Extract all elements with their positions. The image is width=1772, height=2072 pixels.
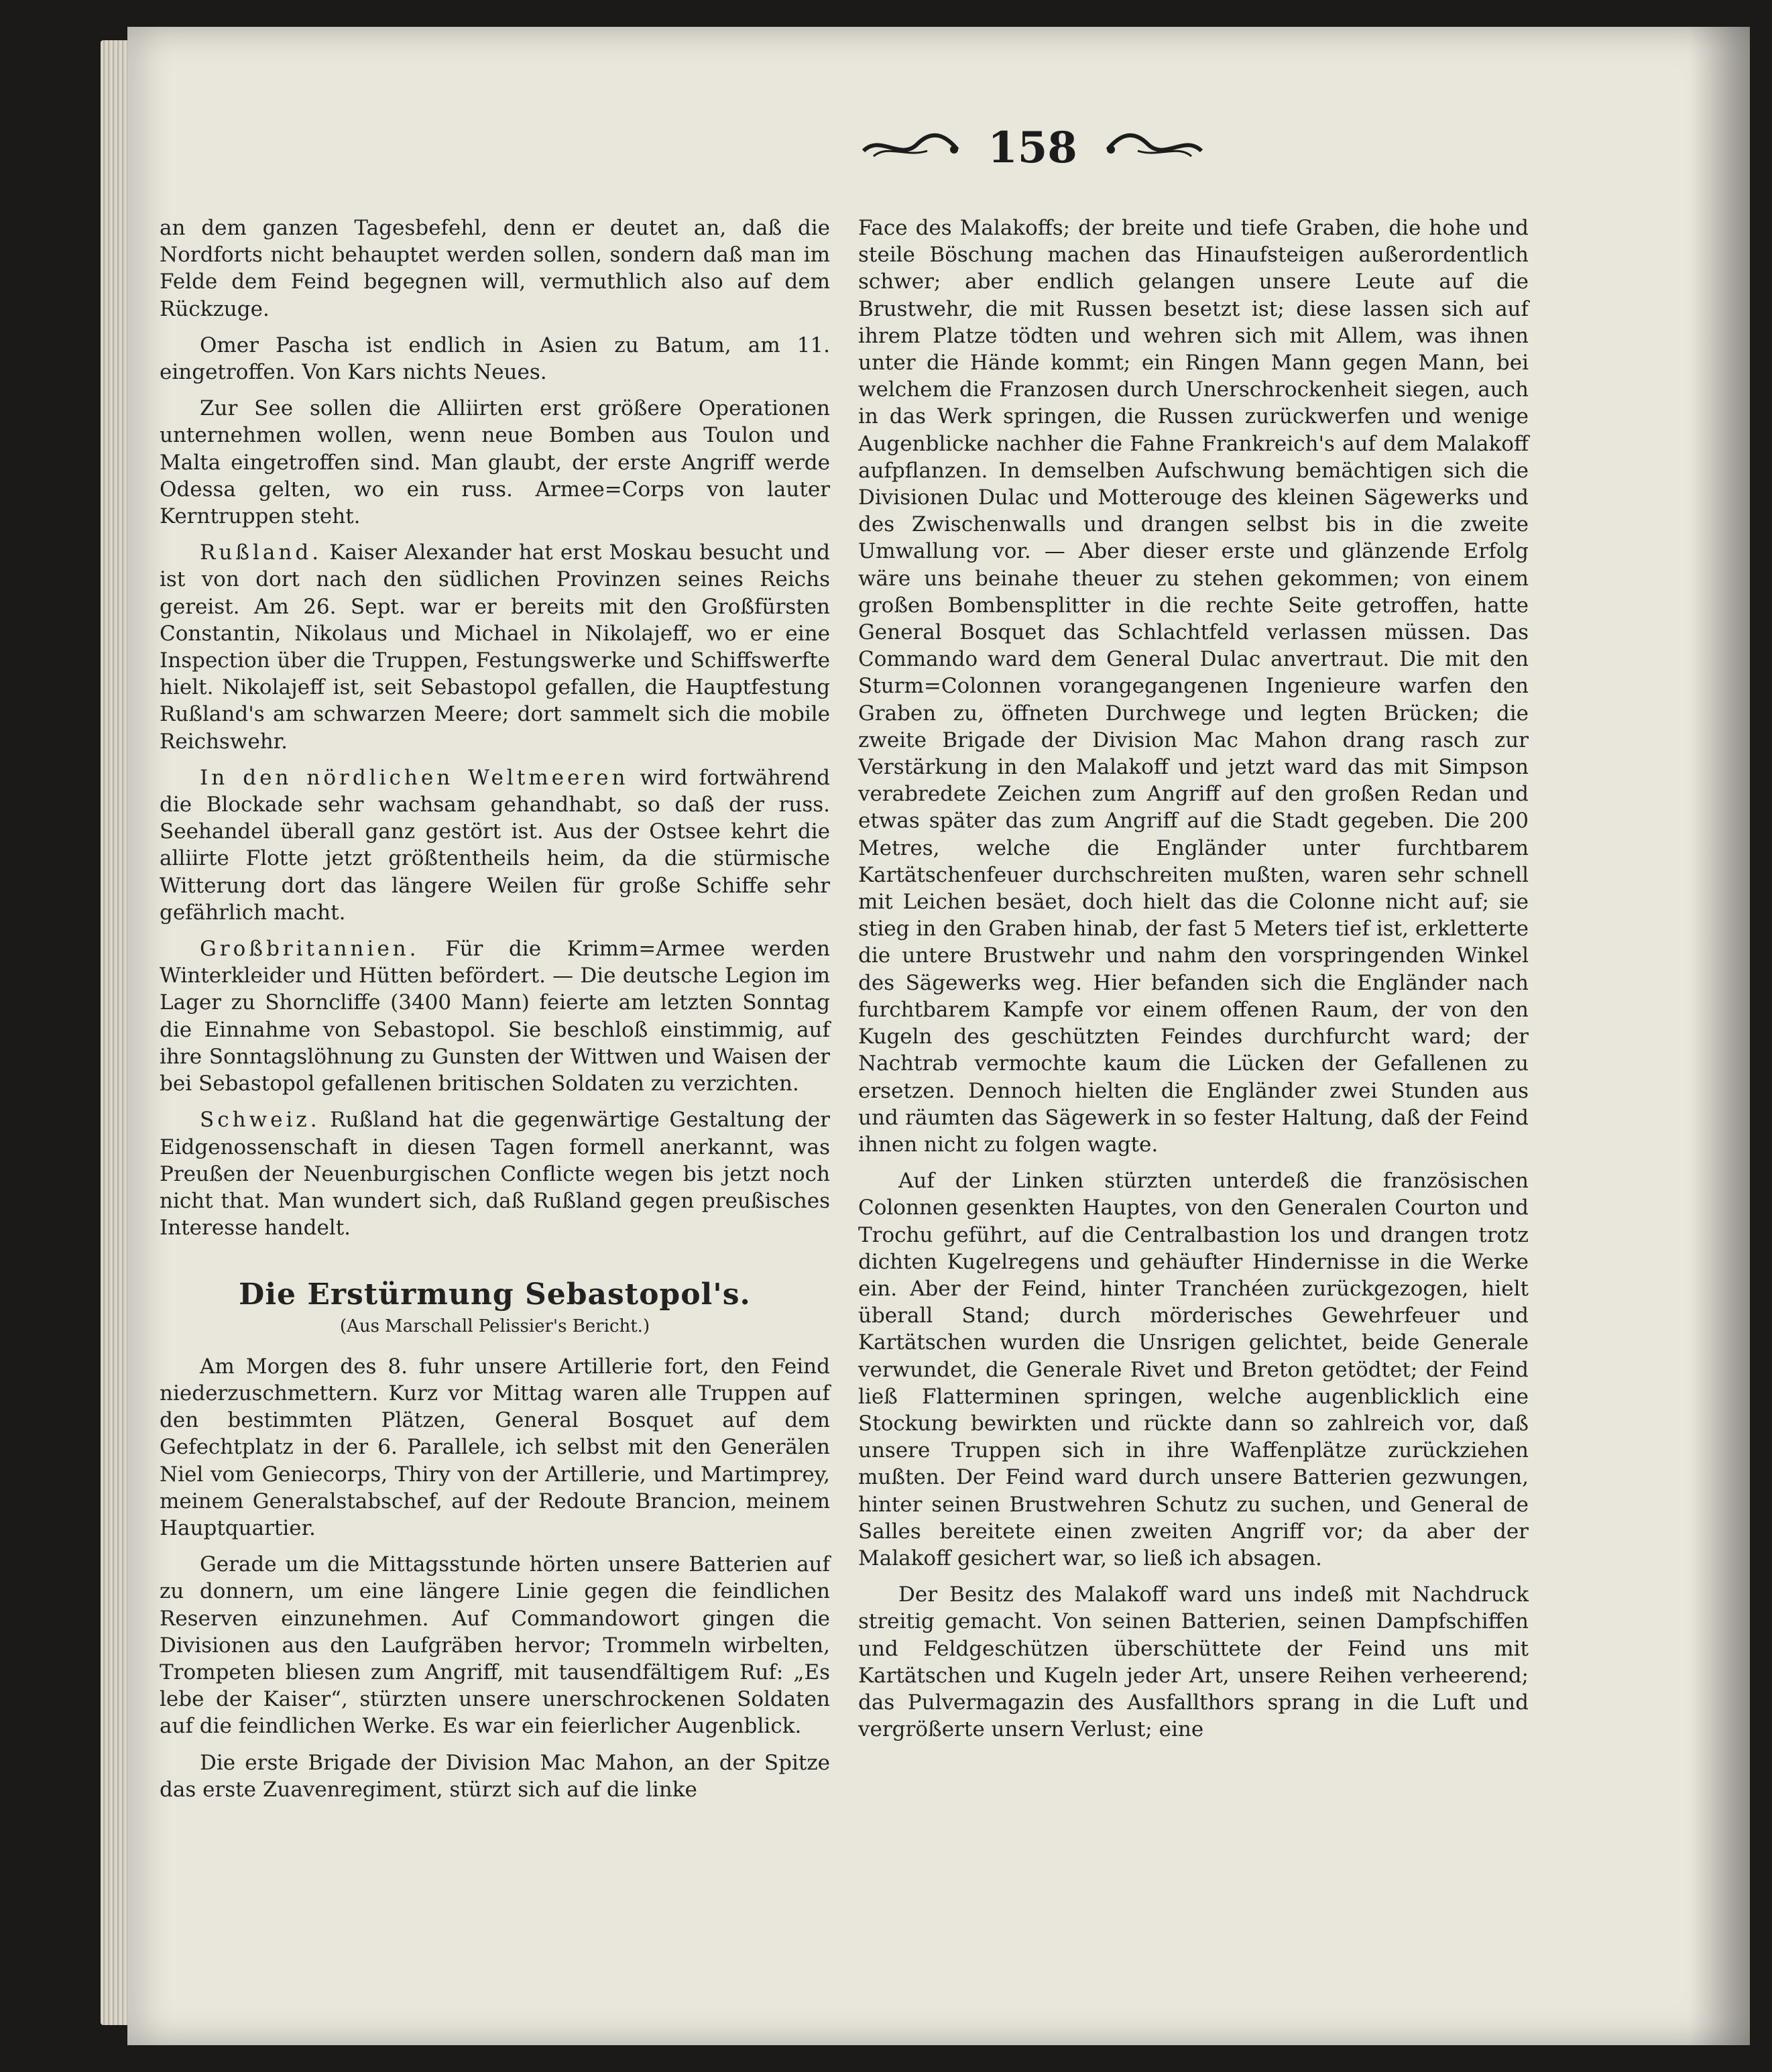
page-curl-shadow [1690,27,1750,2045]
paragraph: Am Morgen des 8. fuhr unsere Artillerie fort, den Feind niederzuschmettern. Kurz vor Mittag waren alle Truppen auf den bestimmten Plätzen, General Bosquet auf dem Gefechtplatz in der 6. Parallele, ich selbst mit den Generälen Niel vom Geniecorps, Thiry von der Artillerie, und Martimprey, meinem Generalstabschef, auf der Redoute Brancion, meinem Hauptquartier. [160,1354,830,1540]
section-lead: Schweiz. [200,1108,320,1133]
paragraph-schweiz [160,1106,830,1241]
paragraph: an dem ganzen Tagesbefehl, denn er deutet an, daß die Nordforts nicht behauptet werden sollen, sondern daß man im Felde dem Feind begegnen will, vermuthlich also auf dem Rückzuge. [160,216,830,321]
right-ornament-icon [1104,131,1205,164]
paragraph: Die erste Brigade der Division Mac Mahon, an der Spitze das erste Zuavenregiment, stürzt sich auf die linke [160,1750,830,1802]
left-ornament-icon [860,131,961,164]
section-lead: Großbritannien. [200,937,420,962]
section-text: wird fortwährend die Blockade sehr wachsam gehandhabt, so daß der russ. Seehandel überall ganz gestört ist. Aus der Ostsee kehrt die alliirte Flotte jetzt größtentheils heim, da die stürmische Witterung dort das längere Weilen für große Schiffe sehr gefährlich macht. [160,765,831,925]
paragraph-meere [160,764,830,926]
book-page [127,27,1750,2045]
paragraph-grossbritannien [160,935,830,1097]
paragraph: Der Besitz des Malakoff ward uns indeß mit Nachdruck streitig gemacht. Von seinen Batterien, seinen Dampfschiffen und Feldgeschützen überschüttete der Feind uns mit Kartätschen und Kugeln jeder Art, unsere Reihen verheerend; das Pulvermagazin des Ausfallthors sprang in die Luft und vergrößerte unsern Verlust; eine [858,1582,1529,1742]
section-text: Kaiser Alexander hat erst Moskau besucht und ist von dort nach den südlichen Provinzen seines Reichs gereist. Am 26. Sept. war er bereits mit den Großfürsten Constantin, Nikolaus und Michael in Nikolajeff, wo er eine Inspection über die Truppen, Festungswerke und Schiffswerfte hielt. Nikolajeff ist, seit Sebastopol gefallen, die Hauptfestung Rußland's am schwarzen Meere; dort sammelt sich die mobile Reichswehr. [160,540,830,754]
paragraph: Omer Pascha ist endlich in Asien zu Batum, am 11. eingetroffen. Von Kars nichts Neues. [160,333,830,385]
paragraph: Zur See sollen die Alliirten erst größere Operationen unternehmen wollen, wenn neue Bomben aus Toulon und Malta eingetroffen sind. Man glaubt, der erste Angriff werde Odessa gelten, wo ein russ. Armee=Corps von lauter Kerntruppen steht. [160,396,830,529]
page-number: 158 [988,122,1077,173]
article-subtitle: (Aus Marschall Pelissier's Bericht.) [339,1316,650,1336]
paragraph-russland [160,539,830,755]
left-column [160,215,830,1812]
paragraph: Face des Malakoffs; der breite und tiefe Graben, die hohe und steile Böschung machen das Hinaufsteigen außerordentlich schwer; aber endlich gelangen unsere Leute auf die Brustwehr, die mit Russen besetzt ist; diese lassen sich auf ihrem Platze tödten und wehren sich mit Allem, was ihnen unter die Hände kommt; ein Ringen Mann gegen Mann, bei welchem die Franzosen durch Unerschrockenheit siegen, auch in das Werk springen, die Russen zurückwerfen und wenige Augenblicke nachher die Fahne Frankreich's auf dem Malakoff aufpflanzen. In demselben Aufschwung bemächtigen sich die Divisionen Dulac und Motterouge des kleinen Sägewerks und des Zwischenwalls und drangen selbst bis in die zweite Umwallung vor. — Aber dieser erste und glänzende Erfolg wäre uns beinahe theuer zu stehen gekommen; von einem großen Bombensplitter in die rechte Seite getroffen, hatte General Bosquet das Schlachtfeld verlassen müssen. Das Commando ward dem General Dulac anvertraut. Die mit den Sturm=Colonnen vorangegangenen Ingenieure warfen den Graben zu, öffneten Durchwege und legten Brücken; die zweite Brigade der Division Mac Mahon drang rasch zur Verstärkung in den Malakoff und jetzt ward das mit Simpson verabredete Zeichen zum Angriff auf den großen Redan und etwas später das zum Angriff auf die Stadt gegeben. Die 200 Metres, welche die Engländer unter furchtbarem Kartätschenfeuer durchschreiten mußten, waren sehr schnell mit Leichen besäet, doch hielt das die Colonne nicht auf; sie stieg in den Graben hinab, der fast 5 Meters tief ist, erkletterte die untere Brustwehr und nahm den vorspringenden Winkel des Sägewerks weg. Hier befanden sich die Engländer nach furchtbarem Kampfe vor einem offenen Raum, der von den Kugeln des geschützten Feindes durchfurcht ward; der Nachtrab vermochte kaum die Lücken der Gefallenen zu ersetzen. Dennoch hielten die Engländer zwei Stunden aus und räumten das Sägewerk in so fester Haltung, daß der Feind ihnen nicht zu folgen wagte. [858,216,1529,1157]
article-title: Die Erstürmung Sebastopol's. [239,1277,751,1312]
section-text: Rußland hat die gegenwärtige Gestaltung der Eidgenossenschaft in diesen Tagen formell anerkannt, was Preußen der Neuenburgischen Conflicte wegen bis jetzt noch nicht that. Man wundert sich, daß Rußland gegen preußisches Interesse handelt. [160,1108,830,1241]
right-column [858,215,1529,1752]
paragraph: Auf der Linken stürzten unterdeß die französischen Colonnen gesenkten Hauptes, von den Generalen Courton und Trochu geführt, auf die Centralbastion los und drangen trotz dichten Kugelregens und gehäufter Hindernisse in die Werke ein. Aber der Feind, hinter Tranchéen zurückgezogen, hielt überall Stand; durch mörderisches Gewehrfeuer und Kartätschen wurden die Unsrigen gelichtet, beide Generale verwundet, die Generale Rivet und Breton getödtet; der Feind ließ Flatterminen springen, welche augenblicklich eine Stockung bewirkten und rückte dann so zahlreich vor, daß unsere Truppen sich in ihre Waffenplätze zurückziehen mußten. Der Feind ward durch unsere Batterien gezwungen, hinter seinen Brustwehren Schutz zu suchen, und General de Salles bereitete einen zweiten Angriff vor; da aber der Malakoff gesichert war, so ließ ich absagen. [858,1169,1529,1570]
section-text: Für die Krimm=Armee werden Winterkleider und Hütten befördert. — Die deutsche Legion im Lager zu Shorncliffe (3400 Mann) feierte am letzten Sonntag die Einnahme von Sebastopol. Sie beschloß einstimmig, auf ihre Sonntagslöhnung zu Gunsten der Wittwen und Waisen der bei Sebastopol gefallenen britischen Soldaten zu verzichten. [160,937,830,1096]
section-lead: Rußland. [200,540,322,565]
paragraph: Gerade um die Mittagsstunde hörten unsere Batterien auf zu donnern, um eine längere Linie gegen die feindlichen Reserven einzunehmen. Auf Commandowort gingen die Divisionen aus den Laufgräben hervor; Trommeln wirbelten, Trompeten bliesen zum Angriff, mit tausendfältigem Ruf: „Es lebe der Kaiser“, stürzten unsere unerschrockenen Soldaten auf die feindlichen Werke. Es war ein feierlicher Augenblick. [160,1552,830,1739]
section-lead: In den nördlichen Weltmeeren [200,765,629,790]
page-header [798,107,1267,188]
